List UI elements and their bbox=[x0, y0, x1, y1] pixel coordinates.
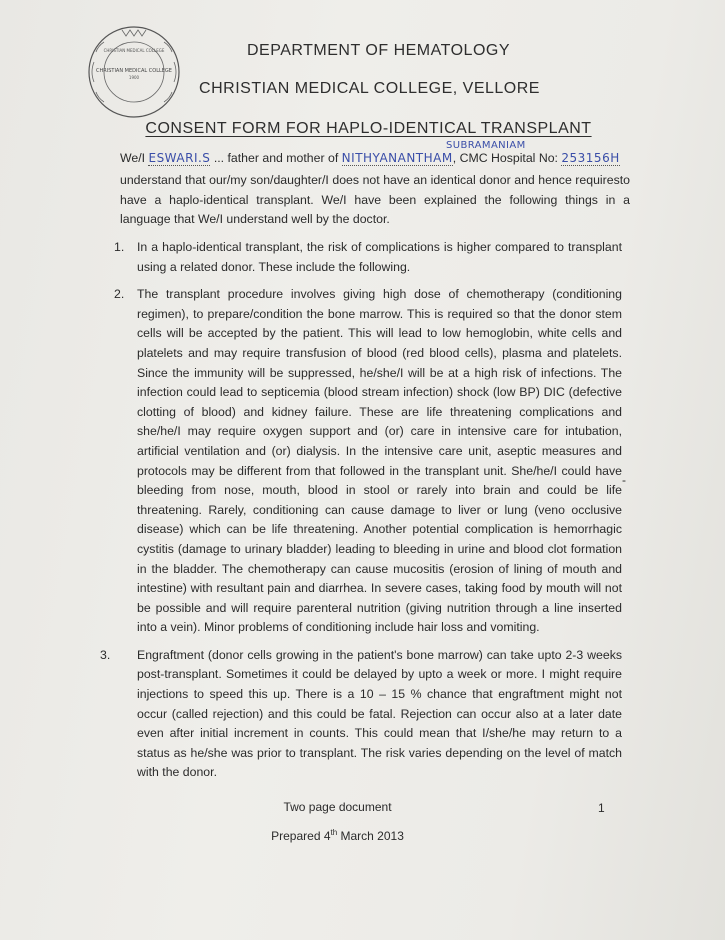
seal-center-text: CHRISTIAN MEDICAL COLLEGE bbox=[96, 68, 172, 74]
page-count-note: Two page document bbox=[283, 800, 392, 814]
item-text: Engraftment (donor cells growing in the patient's bone marrow) can take upto 2-3 weeks post-transplant. Sometimes it could be delayed by upto a week or more. I might require injections to speed this up. There is a 10 – 15 % chance that engraftment might not occur (called rejection) and this could be fatal. Rejection can occur also at a later date even after initial increment in counts. This could mean that I/she/he may return to a status as he/she was prior to transplant. The risk varies depending on the level of match with the donor. bbox=[137, 647, 622, 780]
handwritten-patient-surname: SUBRAMANIAM bbox=[446, 140, 526, 151]
list-item bbox=[114, 285, 622, 638]
prepared-suffix: March 2013 bbox=[337, 829, 404, 843]
department-heading: DEPARTMENT OF HEMATOLOGY bbox=[247, 42, 510, 59]
college-heading: CHRISTIAN MEDICAL COLLEGE, VELLORE bbox=[199, 80, 540, 97]
seal-year: 1900 bbox=[128, 75, 140, 80]
form-title: CONSENT FORM FOR HAPLO-IDENTICAL TRANSPLANT bbox=[145, 120, 592, 137]
handwritten-parent-name: ESWARI.S bbox=[148, 151, 211, 165]
consent-items-list bbox=[100, 238, 622, 791]
margin-mark: - bbox=[622, 473, 626, 487]
seal-ring-text: CHRISTIAN MEDICAL COLLEGE bbox=[103, 48, 165, 53]
handwritten-patient-name: NITHYANANTHAM bbox=[341, 151, 453, 165]
item-number: 3. bbox=[100, 647, 111, 662]
prepared-prefix: Prepared 4 bbox=[271, 829, 331, 843]
college-seal-logo bbox=[84, 22, 184, 122]
item-text: In a haplo-identical transplant, the risk of complications is higher compared to transplant using a related donor. These include the following. bbox=[137, 240, 622, 274]
prepared-date bbox=[0, 828, 725, 843]
page-number: 1 bbox=[598, 801, 605, 815]
consent-first-line bbox=[120, 149, 630, 169]
item-number: 2. bbox=[114, 287, 125, 302]
we-label: We/I bbox=[120, 151, 146, 165]
father-mother-label: ... father and mother of bbox=[213, 151, 339, 165]
handwritten-hospital-number: 253156H bbox=[561, 151, 620, 165]
hospital-no-label: , CMC Hospital No: bbox=[452, 151, 558, 165]
item-number: 1. bbox=[114, 240, 125, 254]
consent-intro-text: understand that our/my son/daughter/I does not have an identical donor and hence requiresto have a haplo-identical transplant. We/I have been explained the following things in a language that We/I understand well by the doctor. bbox=[120, 173, 630, 227]
list-item bbox=[100, 646, 622, 783]
list-item bbox=[114, 238, 622, 277]
prepared-sup: th bbox=[330, 828, 338, 837]
item-text: The transplant procedure involves giving high dose of chemotherapy (conditioning regimen), to prepare/condition the bone marrow. This is required so that the donor stem cells will be accepted by the patient. This will lead to low hemoglobin, white cells and platelets and may require transfusion of blood (red blood cells), plasma and platelets. Since the immunity will be suppressed, he/she/I will be at a high risk of infections. The infection could lead to septicemia (blood stream infection) shock (low BP) DIC (defective clotting of blood) and kidney failure. These are life threatening complications and she/he/I may require oxygen support and (or) care in intensive care for intubation, artificial ventilation and (or) dialysis. In the intensive care unit, aseptic measures and protocols may be different from that followed in the transplant unit. She/he/I could have bleeding from nose, mouth, blood in stool or rarely into brain and could be life threatening. Rarely, conditioning can cause damage to liver or lung (veno occlusive disease) which can be life threatening. Another potential complication is hemorrhagic cystitis (damage to urinary bladder) leading to bleeding in urine and blood clot formation in the bladder. The chemotherapy can cause mucositis (erosion of lining of mouth and intestine) with resultant pain and diarrhea. In severe cases, taking food by mouth will not be possible and will require parenteral nutrition (giving nutrition through a line inserted into a vein). Minor problems of conditioning include hair loss and vomiting. bbox=[137, 287, 622, 635]
